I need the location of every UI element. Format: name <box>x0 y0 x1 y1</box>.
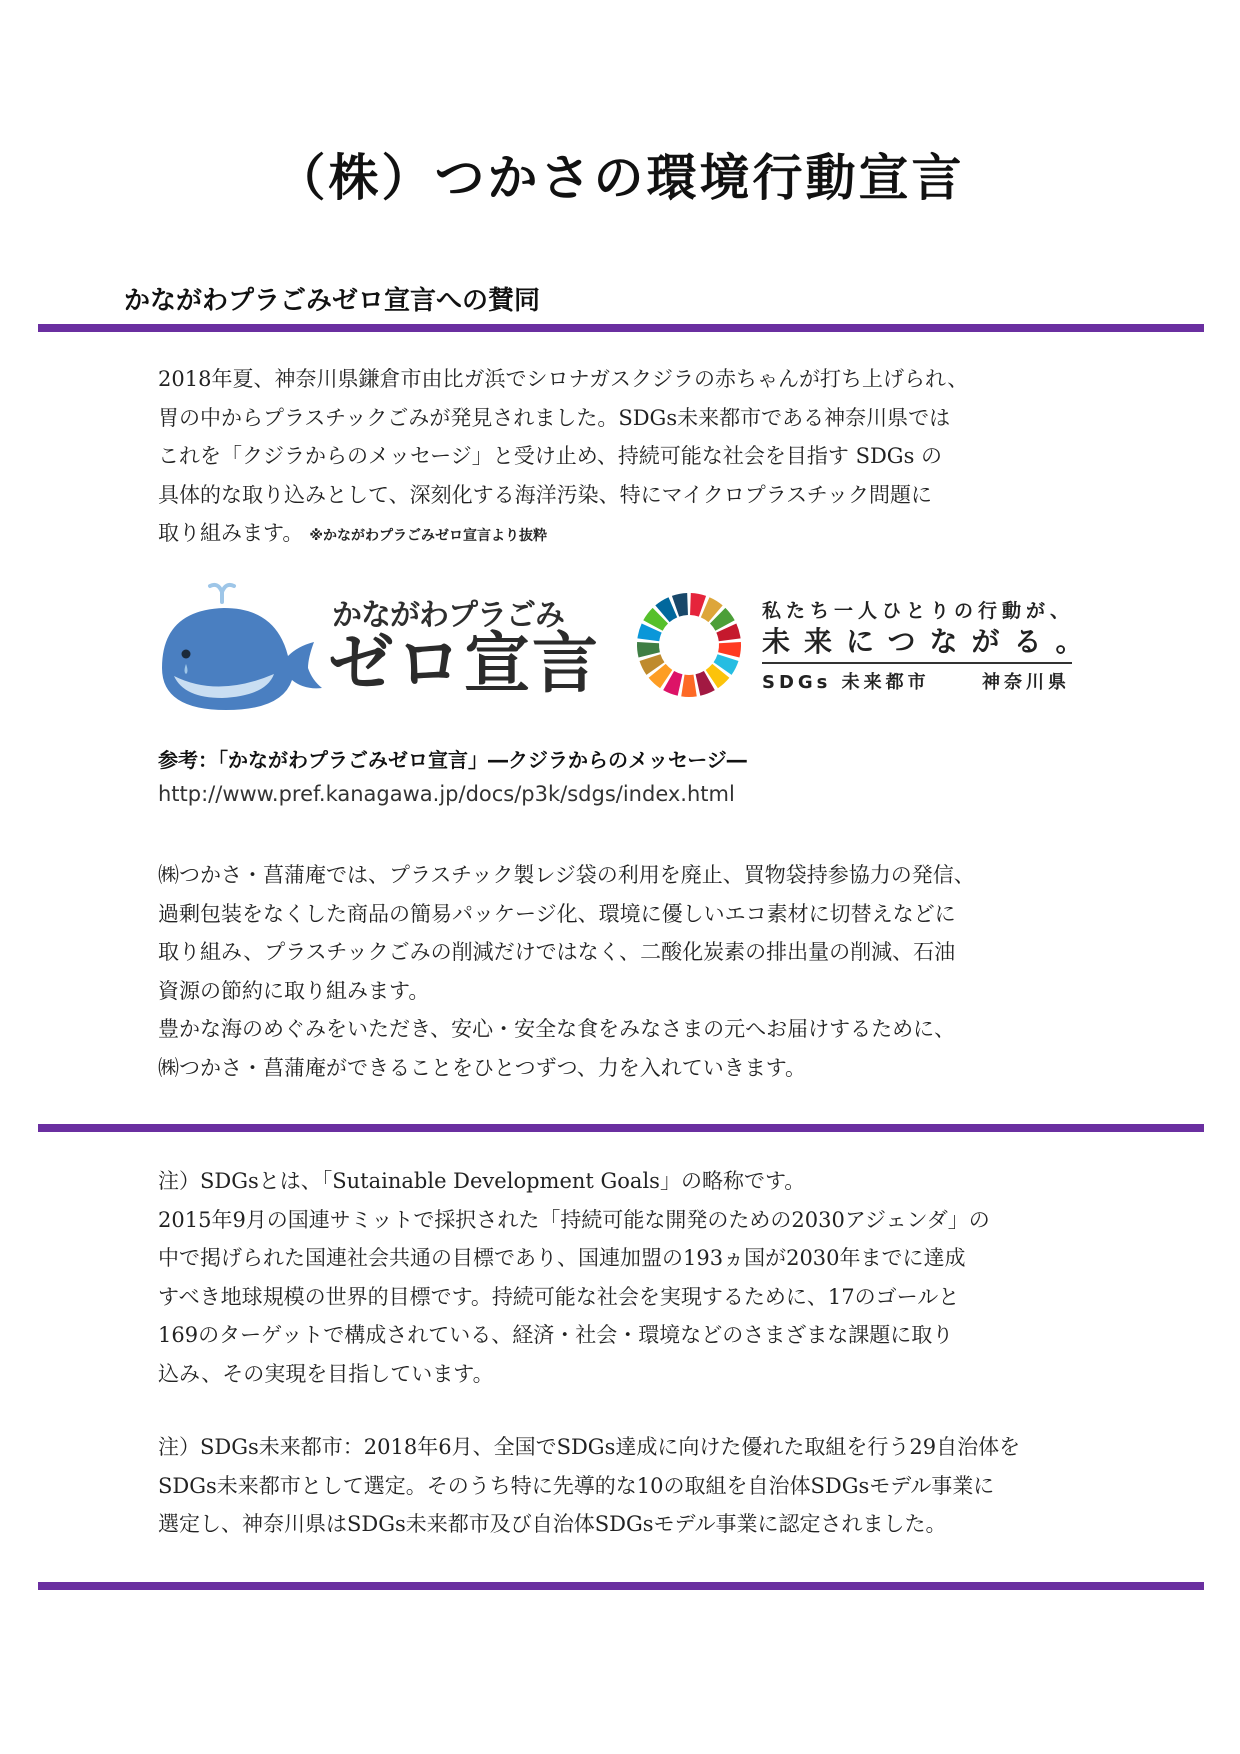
intro-line: 2018年夏、神奈川県鎌倉市由比ガ浜でシロナガスクジラの赤ちゃんが打ち上げられ、 <box>158 367 969 391</box>
page-title: （株）つかさの環境行動宣言 <box>275 149 965 207</box>
sdg-slogan-line2: 未来につながる。 <box>762 625 1098 658</box>
note-line: SDGs未来都市として選定。そのうち特に先導的な10の取組を自治体SDGsモデル事業に <box>158 1473 995 1498</box>
action-line: 資源の節約に取り組みます。 <box>158 978 430 1003</box>
intro-line: 具体的な取り込みとして、深刻化する海洋汚染、特にマイクロプラスチック問題に <box>158 482 933 507</box>
action-line: ㈱つかさ・菖蒲庵ができることをひとつずつ、力を入れていきます。 <box>158 1055 807 1080</box>
sdg-prefecture-label: 神奈川県 <box>982 672 1070 693</box>
sdg-divider <box>762 662 1072 664</box>
note-line: 中で掲げられた国連社会共通の目標であり、国連加盟の193ヵ国が2030年までに達成 <box>158 1246 966 1270</box>
zero-declaration-logo <box>152 580 600 710</box>
note-line: すべき地球規模の世界的目標です。持続可能な社会を実現するために、17のゴールと <box>158 1284 960 1309</box>
intro-paragraph <box>158 360 1088 556</box>
zero-logo-subtitle: かながわプラごみ <box>332 598 564 633</box>
note-line: 選定し、神奈川県はSDGs未来都市及び自治体SDGsモデル事業に認定されました。 <box>158 1512 947 1536</box>
future-city-note-paragraph <box>158 1428 1088 1544</box>
sdg-future-city-label: SDGs 未来都市 <box>762 672 930 693</box>
reference-title: 参考：「かながわプラごみゼロ宣言」―クジラからのメッセージ― <box>158 748 747 772</box>
sdg-wheel-segment <box>718 642 741 657</box>
zero-logo-title: ゼロ宣言 <box>328 625 600 702</box>
divider-middle <box>38 1124 1204 1132</box>
intro-line: 取り組みます。 <box>158 521 304 545</box>
section-heading: かながわプラごみゼロ宣言への賛同 <box>124 286 541 316</box>
action-line: 豊かな海のめぐみをいただき、安心・安全な食をみなさまの元へお届けするために、 <box>158 1017 956 1041</box>
sdg-wheel-icon <box>634 590 744 700</box>
reference-link[interactable]: http://www.pref.kanagawa.jp/docs/p3k/sdgs/index.html <box>158 782 735 806</box>
divider-top <box>38 324 1204 332</box>
note-line: 込み、その実現を目指しています。 <box>158 1361 494 1386</box>
note-line: 2015年9月の国連サミットで採択された「持続可能な開発のための2030アジェンダ」の <box>158 1207 990 1232</box>
sdg-wheel-segment <box>637 642 660 657</box>
sdgs-logo <box>634 590 1098 700</box>
sdg-slogan-line1: 私たち一人ひとりの行動が、 <box>762 600 1075 622</box>
action-line: 過剰包装をなくした商品の簡易パッケージ化、環境に優しいエコ素材に切替えなどに <box>158 901 956 926</box>
intro-line: 胃の中からプラスチックごみが発見されました。SDGs未来都市である神奈川県では <box>158 405 951 430</box>
divider-bottom <box>38 1582 1204 1590</box>
note-line: 注）SDGsとは、「Sutainable Development Goals」の略称です。 <box>158 1169 806 1193</box>
sdg-wheel-segment <box>681 675 697 697</box>
action-line: ㈱つかさ・菖蒲庵では、プラスチック製レジ袋の利用を廃止、買物袋持参協力の発信、 <box>158 863 975 887</box>
note-line: 注）SDGs未来都市：2018年6月、全国でSDGs達成に向けた優れた取組を行う29自治体を <box>158 1435 1021 1459</box>
whale-icon <box>152 580 322 710</box>
sdgs-note-paragraph <box>158 1162 1088 1393</box>
note-line: 169のターゲットで構成されている、経済・社会・環境などのさまざまな課題に取り <box>158 1323 954 1347</box>
action-line: 取り組み、プラスチックごみの削減だけではなく、二酸化炭素の排出量の削減、石油 <box>158 940 956 964</box>
intro-line: これを「クジラからのメッセージ」と受け止め、持続可能な社会を目指す SDGs の <box>158 444 943 468</box>
excerpt-note: ※かながわプラごみゼロ宣言より抜粋 <box>309 528 547 544</box>
action-paragraph <box>158 856 1088 1087</box>
